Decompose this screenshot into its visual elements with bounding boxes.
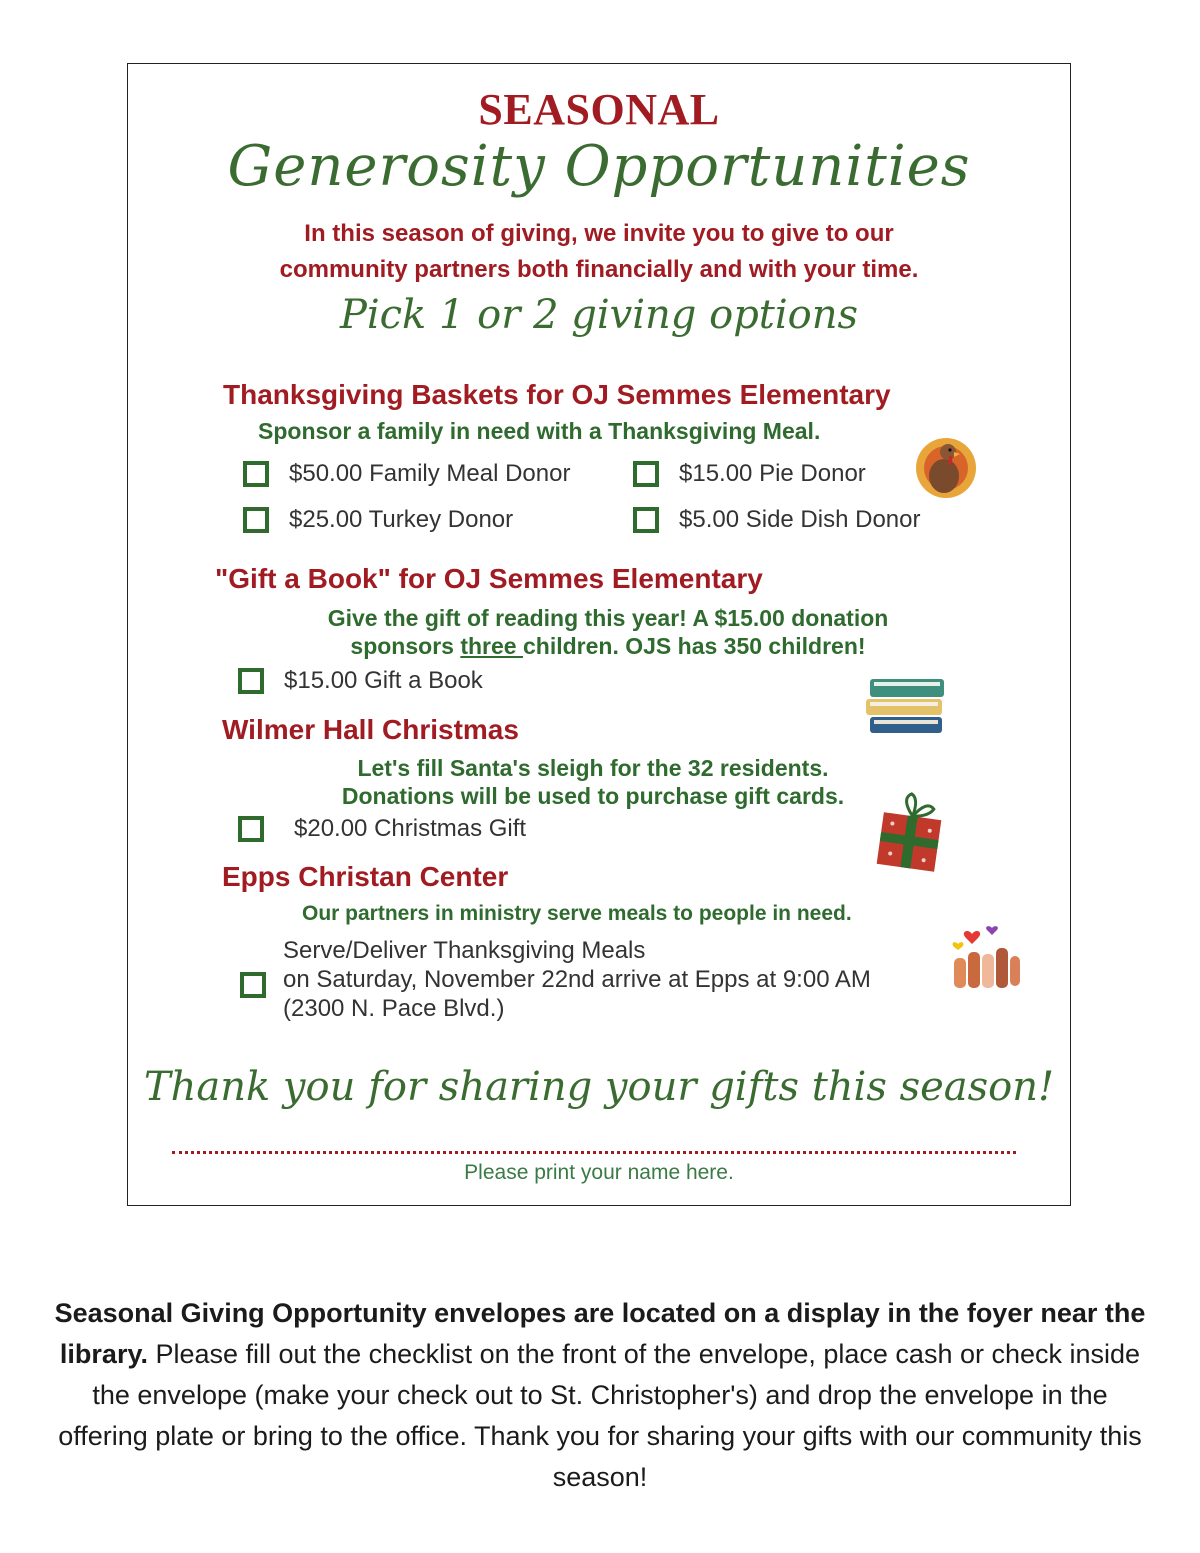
epps-option-line-3: (2300 N. Pace Blvd.)	[283, 995, 505, 1022]
epps-title: Epps Christan Center	[222, 861, 509, 892]
option-label: $15.00 Gift a Book	[284, 667, 483, 694]
checkbox[interactable]	[633, 461, 659, 487]
option-gift-a-book[interactable]	[238, 667, 483, 695]
option-label: $25.00 Turkey Donor	[289, 506, 514, 533]
wilmer-line-1: Let's fill Santa's sleigh for the 32 residents.	[357, 755, 829, 781]
thanksgiving-title: Thanksgiving Baskets for OJ Semmes Elementary	[223, 379, 891, 410]
wilmer-line-2: Donations will be used to purchase gift cards.	[341, 783, 845, 809]
checkbox-epps[interactable]	[240, 972, 266, 998]
generosity-script-title: Generosity Opportunities	[227, 134, 971, 199]
instructions-bold: Seasonal Giving Opportunity envelopes are located on a display in the foyer near the library.	[54, 1298, 1146, 1369]
option-side-dish[interactable]	[633, 506, 920, 534]
book-line-1: Give the gift of reading this year! A $15.00 donation	[327, 605, 889, 631]
wilmer-hall-description	[293, 754, 893, 810]
option-pie[interactable]	[633, 460, 866, 488]
checkbox[interactable]	[238, 816, 264, 842]
raised-hands-icon	[946, 922, 1024, 994]
thank-you-script: Thank you for sharing your gifts this season!	[143, 1064, 1055, 1110]
gift-a-book-description	[278, 604, 938, 660]
checkbox[interactable]	[633, 507, 659, 533]
option-label: $15.00 Pie Donor	[679, 460, 866, 487]
envelope-instructions	[50, 1293, 1150, 1498]
option-label: $20.00 Christmas Gift	[294, 815, 527, 842]
book-line-2-pre: sponsors	[350, 633, 461, 659]
option-label: $50.00 Family Meal Donor	[289, 460, 571, 487]
option-family-meal[interactable]	[243, 460, 570, 488]
intro-text	[128, 216, 1070, 288]
gift-a-book-title: "Gift a Book" for OJ Semmes Elementary	[215, 563, 763, 594]
intro-line-1: In this season of giving, we invite you to give to our	[304, 220, 894, 247]
epps-option-line-2: on Saturday, November 22nd arrive at Epps at 9:00 AM	[283, 966, 871, 993]
epps-subtitle: Our partners in ministry serve meals to people in need.	[302, 902, 852, 925]
intro-line-2: community partners both financially and with your time.	[279, 256, 919, 283]
instructions-rest: Please fill out the checklist on the front of the envelope, place cash or check inside the envelope (make your check out to St. Christopher's) and drop the envelope in the offering plate or bring to the office. Thank you for sharing your gifts with our community this season!	[58, 1339, 1142, 1492]
name-dotted-line[interactable]	[172, 1151, 1016, 1154]
wilmer-hall-title: Wilmer Hall Christmas	[222, 714, 519, 745]
option-christmas-gift[interactable]	[238, 815, 526, 843]
checkbox[interactable]	[243, 461, 269, 487]
option-label: $5.00 Side Dish Donor	[679, 506, 921, 533]
book-line-2-post: children. OJS has 350 children!	[522, 633, 866, 659]
flyer-card	[127, 63, 1071, 1206]
book-line-2-underlined: three	[460, 633, 523, 659]
print-name-label: Please print your name here.	[464, 1161, 734, 1184]
option-serve-deliver[interactable]	[283, 936, 871, 1023]
checkbox[interactable]	[243, 507, 269, 533]
checkbox[interactable]	[238, 668, 264, 694]
seasonal-heading: SEASONAL	[478, 85, 720, 134]
pick-options-script: Pick 1 or 2 giving options	[339, 292, 859, 338]
gift-icon	[872, 786, 946, 878]
epps-option-line-1: Serve/Deliver Thanksgiving Meals	[283, 937, 646, 964]
turkey-icon	[910, 434, 982, 502]
option-turkey[interactable]	[243, 506, 513, 534]
thanksgiving-subtitle: Sponsor a family in need with a Thanksgiving Meal.	[258, 418, 821, 444]
books-icon	[864, 669, 950, 739]
book-line-2	[278, 632, 938, 660]
